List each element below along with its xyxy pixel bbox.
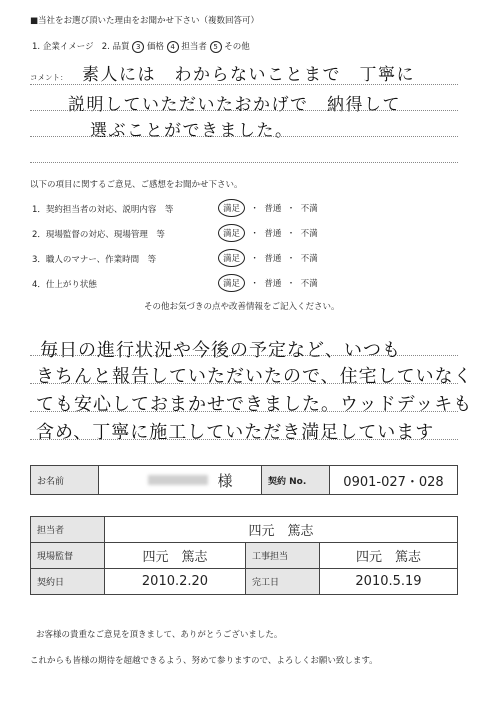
comment-line-1: 素人には わからないことまで 丁寧に (82, 65, 415, 85)
comment-label: コメント： (30, 73, 68, 82)
option-normal: 普通 (264, 254, 282, 264)
honorific: 様 (217, 471, 233, 490)
survey-row-finish: 4．仕上がり状態 (32, 280, 97, 290)
supervisor-name: 四元 篤志 (105, 543, 246, 569)
other-line-1: 毎日の進行状況や今後の予定など、いつも (40, 340, 401, 361)
footer-closing: これからも皆様の期待を超越できるよう、努めて参りますので、よろしくお願い致します。 (30, 656, 378, 666)
contract-date-label: 契約日 (31, 569, 105, 595)
other-prompt: その他お気づきの点や改善情報をご記入ください。 (144, 302, 340, 312)
dotted-rule (30, 439, 458, 440)
comment-line-3: 選ぶことができました。 (90, 121, 294, 141)
dotted-rule (30, 383, 458, 384)
completion-date: 2010.5.19 (320, 569, 458, 595)
reason-options (32, 40, 250, 53)
works-label: 工事担当 (246, 543, 320, 569)
dotted-rule (30, 136, 458, 137)
option-unsatisfied: 不満 (300, 204, 318, 214)
completion-label: 完工日 (246, 569, 320, 595)
reason-price: 価格 (146, 42, 164, 52)
reason-image: 企業イメージ (42, 42, 94, 52)
reason-num-5-circled: 5 (210, 41, 222, 53)
comment-line-2: 説明していただいたおかげで 納得して (68, 95, 401, 115)
survey-options-row-2: 満足 ・ 普通 ・ 不満 (218, 224, 318, 242)
survey-options-row-3: 満足 ・ 普通 ・ 不満 (218, 249, 318, 267)
dotted-rule (30, 162, 458, 163)
contract-no-label: 契約 No. (262, 466, 330, 495)
rep-label: 担当者 (31, 517, 105, 543)
survey-options-row-1: 満足 ・ 普通 ・ 不満 (218, 199, 318, 217)
dotted-rule (30, 355, 458, 356)
contract-date: 2010.2.20 (105, 569, 246, 595)
option-satisfied-selected: 満足 (218, 274, 245, 292)
customer-name-cell (99, 466, 262, 495)
footer-thanks: お客様の貴重なご意見を頂きまして、ありがとうございました。 (36, 630, 283, 640)
option-unsatisfied: 不満 (300, 254, 318, 264)
survey-row-contract: 1．契約担当者の対応、説明内容 等 (32, 205, 174, 215)
redacted-name (148, 475, 208, 485)
option-satisfied-selected: 満足 (218, 199, 245, 217)
reason-num-2: 2. (101, 42, 110, 52)
option-unsatisfied: 不満 (300, 229, 318, 239)
reason-staff: 担当者 (181, 42, 207, 52)
dotted-rule (30, 84, 458, 85)
survey-row-supervisor: 2．現場監督の対応、現場管理 等 (32, 230, 165, 240)
section-title-reasons: ■当社をお選び頂いた理由をお聞かせ下さい（複数回答可） (30, 16, 260, 26)
option-normal: 普通 (264, 229, 282, 239)
option-unsatisfied: 不満 (300, 279, 318, 289)
dotted-rule (30, 110, 458, 111)
contract-no-value: 0901-027・028 (330, 466, 458, 495)
survey-options-row-4: 満足 ・ 普通 ・ 不満 (218, 274, 318, 292)
customer-table (30, 465, 458, 495)
option-satisfied-selected: 満足 (218, 224, 245, 242)
option-normal: 普通 (264, 279, 282, 289)
reason-num-4-circled: 4 (167, 41, 179, 53)
survey-intro: 以下の項目に関するご意見、ご感想をお聞かせ下さい。 (30, 180, 243, 190)
rep-name: 四元 篤志 (105, 517, 458, 543)
staff-table (30, 516, 458, 595)
other-line-4: 含め、丁寧に施工していただき満足しています (36, 422, 435, 443)
works-name: 四元 篤志 (320, 543, 458, 569)
reason-quality: 品質 (112, 42, 130, 52)
survey-row-craftsmen: 3．職人のマナー、作業時間 等 (32, 255, 157, 265)
option-normal: 普通 (264, 204, 282, 214)
name-label: お名前 (31, 466, 99, 495)
reason-num-1: 1. (32, 42, 41, 52)
dotted-rule (30, 411, 458, 412)
supervisor-label: 現場監督 (31, 543, 105, 569)
other-line-2: きちんと報告していただいたので、住宅していなく (36, 366, 473, 387)
reason-num-3-circled: 3 (132, 41, 144, 53)
other-line-3: ても安心しておまかせできました。ウッドデッキも (36, 394, 473, 415)
option-satisfied-selected: 満足 (218, 249, 245, 267)
reason-other: その他 (224, 42, 250, 52)
